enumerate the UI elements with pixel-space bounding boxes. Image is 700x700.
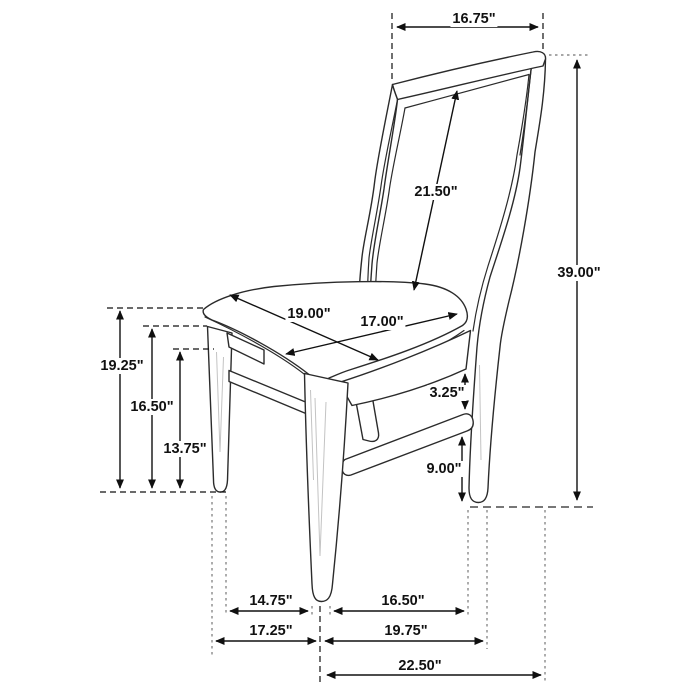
dim-label-front-to-rear-span: 16.50" xyxy=(381,593,425,609)
dim-label-floor-to-seat-top: 19.25" xyxy=(100,358,144,374)
dim-label-floor-to-stretcher: 9.00" xyxy=(426,461,462,477)
dim-label-back-top-width: 16.75" xyxy=(452,11,496,27)
dim-label-seat-diagonal-depth: 19.00" xyxy=(287,306,331,322)
dim-label-back-panel-diagonal: 21.50" xyxy=(414,184,458,200)
dim-label-floor-to-apron: 13.75" xyxy=(163,441,207,457)
dim-label-apron-to-stretcher: 3.25" xyxy=(429,385,465,401)
dim-label-floor-to-seat-frame: 16.50" xyxy=(130,399,174,415)
dim-label-leg-gap-inner: 14.75" xyxy=(249,593,293,609)
dim-apron-height xyxy=(173,349,214,488)
dim-label-front-to-back-outer: 19.75" xyxy=(384,623,428,639)
dim-label-overall-depth: 22.50" xyxy=(398,658,442,674)
dim-seat-height xyxy=(107,308,204,488)
dim-label-overall-height: 39.00" xyxy=(557,265,601,281)
chair-rear-left-leg xyxy=(208,327,233,493)
dim-label-leg-span-outer-left: 17.25" xyxy=(249,623,293,639)
dim-label-seat-diagonal-width: 17.00" xyxy=(360,314,404,330)
chair-front-leg xyxy=(305,374,349,602)
ref-bottom-guides xyxy=(212,496,545,686)
